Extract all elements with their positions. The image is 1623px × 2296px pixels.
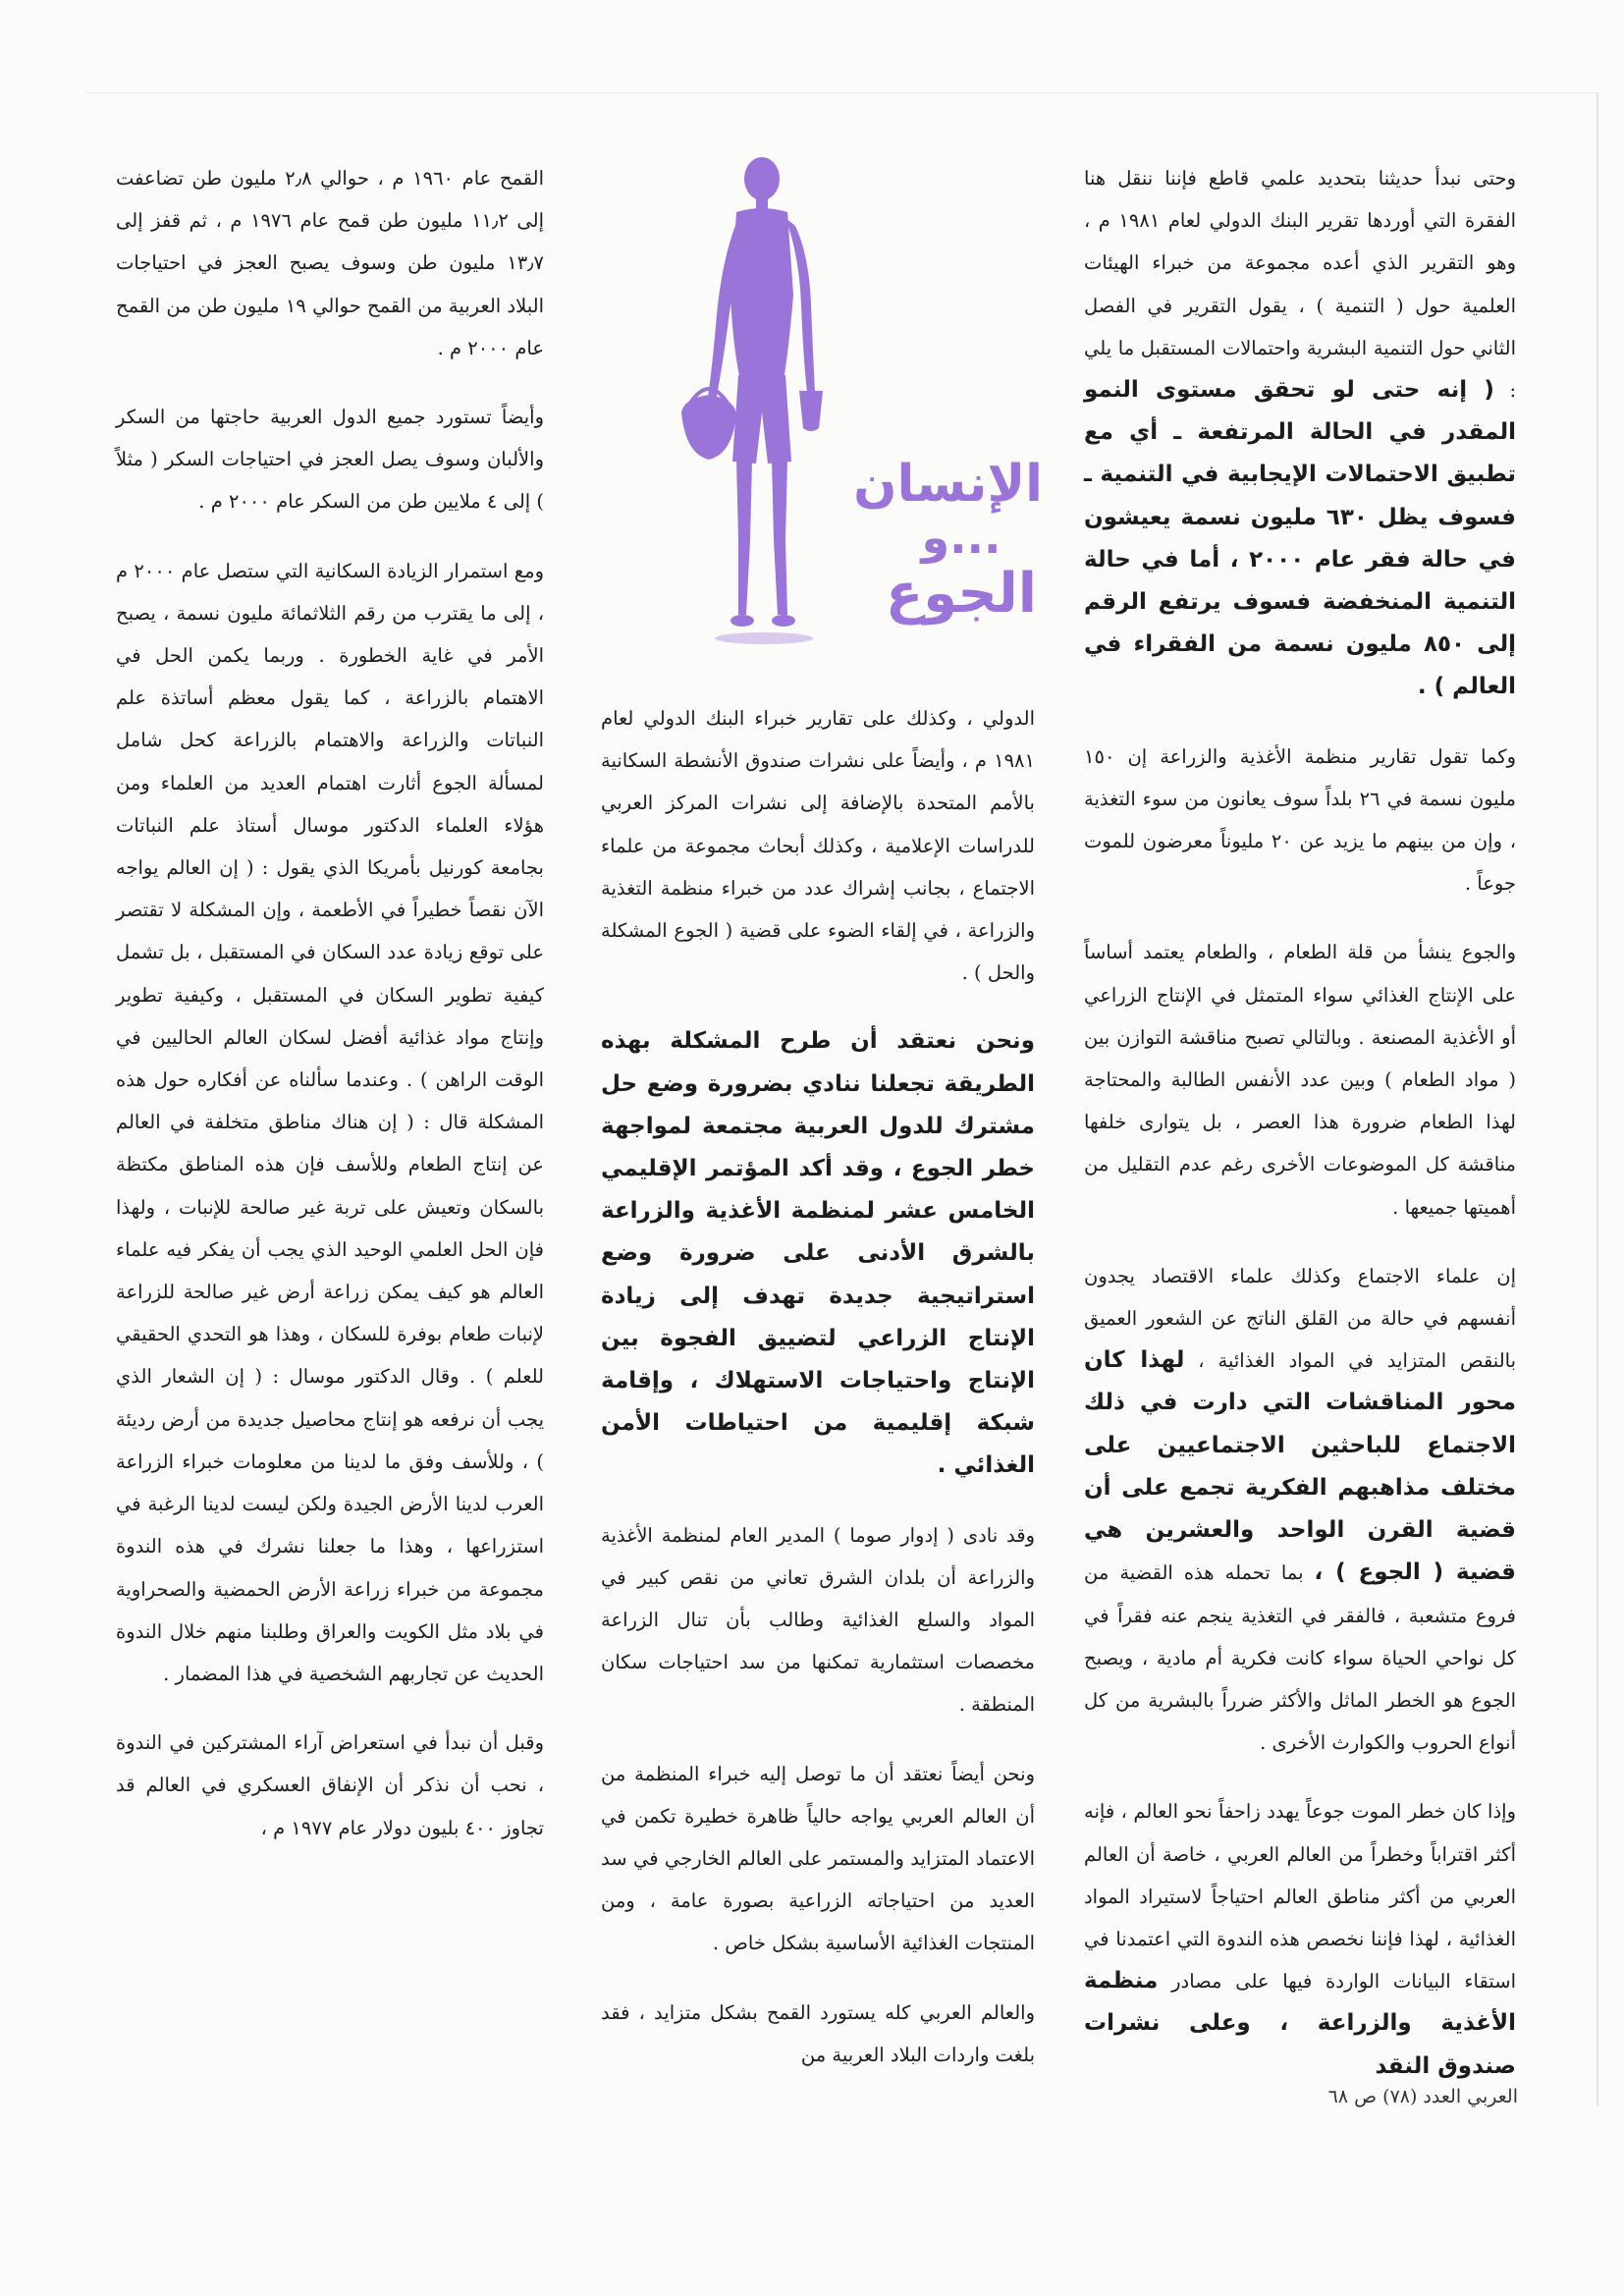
- text-column-middle: [601, 697, 1035, 2076]
- paragraph: وحتى نبدأ حديثنا بتحديد علمي قاطع فإننا ننقل هنا الفقرة التي أوردها تقرير البنك الدولي لعام ١٩٨١ م ، وهو التقرير الذي أعده مجموعة من خبراء الهيئات العلمية حول ( التنمية ) ، يقول التقرير في الفصل الثاني حول التنمية البشرية واحتمالات المستقبل ما يلي :: [1084, 167, 1517, 403]
- page-top-border: [84, 92, 1596, 93]
- paragraph: وقبل أن نبدأ في استعراض آراء المشتركين في الندوة ، نحب أن نذكر أن الإنفاق العسكري في العالم قد تجاوز ٤٠٠ بليون دولار عام ١٩٧٧ م ،: [116, 1731, 544, 1839]
- text-column-left: [116, 157, 544, 1849]
- paragraph: ونحن أيضاً نعتقد أن ما توصل إليه خبراء المنظمة من أن العالم العربي يواجه حالياً ظاهرة خطيرة تكمن في الاعتماد المتزايد والمستمر على العالم الخارجي في سد العديد من احتياجاته الزراعية بصورة عامة ، ومن المنتجات الغذائية الأساسية بشكل خاص .: [601, 1762, 1035, 1955]
- paragraph: وقد نادى ( إدوار صوما ) المدير العام لمنظمة الأغذية والزراعة أن بلدان الشرق تعاني من نقص كبير في المواد والسلع الغذائية وطالب بأن تنال الزراعة مخصصات استثمارية تمكنها من سد احتياجات سكان المنطقة .: [601, 1523, 1035, 1717]
- paragraph: الدولي ، وكذلك على تقارير خبراء البنك الدولي لعام ١٩٨١ م ، وأيضاً على نشرات صندوق الأنشطة السكانية بالأمم المتحدة بالإضافة إلى نشرات المركز العربي للدراسات الإعلامية ، وكذلك أبحاث مجموعة من علماء الاجتماع ، بجانب إشراك عدد من خبراء منظمة التغذية والزراعة ، في إلقاء الضوء على قضية ( الجوع المشكلة والحل ) .: [601, 707, 1035, 985]
- paragraph: القمح عام ١٩٦٠ م ، حوالي ٢٫٨ مليون طن تضاعفت إلى ١١٫٢ مليون طن قمح عام ١٩٧٦ م ، ثم قفز إلى ١٣٫٧ مليون طن وسوف يصبح العجز في احتياجات البلاد العربية من القمح حوالي ١٩ مليون طن من القمح عام ٢٠٠٠ م .: [116, 167, 545, 359]
- paragraph-bold: ونحن نعتقد أن طرح المشكلة بهذه الطريقة تجعلنا ننادي بضرورة وضع حل مشترك للدول العربية مجتمعة لمواجهة خطر الجوع ، وقد أكد المؤتمر الإقليمي الخامس عشر لمنظمة الأغذية والزراعة بالشرق الأدنى على ضرورة وضع استراتيجية جديدة تهدف إلى زيادة الإنتاج الزراعي لتضييق الفجوة بين الإنتاج واحتياجات الاستهلاك ، وإقامة شبكة إقليمية من احتياطات الأمن الغذائي .: [601, 1028, 1035, 1479]
- paragraph-bold: منظمة الأغذية والزراعة ، وعلى نشرات صندوق النقد: [1084, 1968, 1516, 2079]
- paragraph: وأيضاً تستورد جميع الدول العربية حاجتها من السكر والألبان وسوف يصل العجز في احتياجات السكر ( مثلاً ) إلى ٤ ملايين طن من السكر عام ٢٠٠٠ م .: [116, 406, 544, 514]
- page-footer: العربي العدد (٧٨) ص ٦٨: [1327, 2086, 1518, 2107]
- paragraph-bold: لهذا كان محور المناقشات التي دارت في ذلك الاجتماع للباحثين الاجتماعيين على مختلف مذاهبهم الفكرية تجمع على أن قضية القرن الواحد والعشرين هي قضية ( الجوع ) ،: [1084, 1347, 1516, 1586]
- page-right-border: [1596, 92, 1598, 2105]
- title-line-2: ...و: [921, 511, 1001, 564]
- paragraph: إن علماء الاجتماع وكذلك علماء الاقتصاد يجدون أنفسهم في حالة من القلق الناتج عن الشعور العميق بالنقص المتزايد في المواد الغذائية ،: [1084, 1264, 1517, 1373]
- paragraph: وإذا كان خطر الموت جوعاً يهدد زاحفاً نحو العالم ، فإنه أكثر اقتراباً وخطراً من العالم العربي ، خاصة أن العالم العربي من أكثر مناطق العالم احتياجاً لاستيراد المواد الغذائية ، لهذا فإننا نخصص هذه الندوة التي اعتمدنا في استقاء البيانات الواردة فيها على مصادر: [1084, 1800, 1517, 1994]
- title-line-1: الإنسان: [853, 455, 1043, 514]
- paragraph: ومع استمرار الزيادة السكانية التي ستصل عام ٢٠٠٠ م ، إلى ما يقترب من رقم الثلاثمائة مليون نسمة ، يصبح الأمر في غاية الخطورة . وربما يكمن الحل في الاهتمام بالزراعة ، كما يقول معظم أساتذة علم النباتات والزراعة والاهتمام بالزراعة كحل شامل لمسألة الجوع أثارت اهتمام العديد من العلماء ومن هؤلاء العلماء الدكتور موسال أستاذ علم النباتات بجامعة كورنيل بأمريكا الذي يقول : ( إن العالم يواجه الآن نقصاً خطيراً في الأطعمة ، وإن المشكلة لا تقتصر على توقع زيادة عدد السكان في المستقبل ، بل تشمل كيفية تطوير السكان في المستقبل ، وكيفية تطوير وإنتاج مواد غذائية أفضل لسكان العالم الحاليين في الوقت الراهن ) . وعندما سألناه عن أفكاره حول هذه المشكلة قال : ( إن هناك مناطق متخلفة في العالم عن إنتاج الطعام وللأسف فإن هذه المناطق مكتظة بالسكان وتعيش على تربة غير صالحة للإنبات ، ولهذا فإن الحل العلمي الوحيد الذي يجب أن يفكر فيه علماء العالم هو كيف يمكن زراعة أرض غير صالحة للزراعة لإنبات طعام بوفرة للسكان ، وهذا هو التحدي الحقيقي للعلم ) . وقال الدكتور موسال : ( إن الشعار الذي يجب أن نرفعه هو إنتاج محاصيل جديدة من أرض رديئة ) ، وللأسف وفق ما لدينا من معلومات خبراء الزراعة العرب لدينا الأرض الجيدة ولكن ليست لدينا الرغبة في استزراعها ، وهذا ما جعلنا نشرك في هذه الندوة مجموعة من خبراء زراعة الأرض الحمضية والصحراوية في بلاد مثل الكويت والعراق وطلبنا منهم خلال الندوة الحديث عن تجاربهم الشخصية في هذا المضمار .: [116, 559, 544, 1685]
- text-column-right: [1084, 157, 1516, 2088]
- paragraph: والعالم العربي كله يستورد القمح بشكل متزايد ، فقد بلغت واردات البلاد العربية من: [601, 2000, 1035, 2066]
- quote-bold: ( إنه حتى لو تحقق مستوى النمو المقدر في الحالة المرتفعة ـ أي مع تطبيق الاحتمالات الإيجابية في التنمية ـ فسوف يظل ٦٣٠ مليون نسمة يعيشون في حالة فقر عام ٢٠٠٠ ، أما في حالة التنمية المنخفضة فسوف يرتفع الرقم إلى ٨٥٠ مليون نسمة من الفقراء في العالم ) .: [1084, 377, 1517, 700]
- title-line-3: الجوع: [886, 562, 1037, 626]
- paragraph: بما تحمله هذه القضية من فروع متشعبة ، فالفقر في التغذية ينجم عنه فقراً في كل نواحي الحياة سواء كانت فكرية أم مادية ، ويصبح الجوع هو الخطر الماثل والأكثر ضرراً بالبشرية من كل أنواع الحروب والكوارث الأخرى .: [1084, 1561, 1516, 1755]
- paragraph: وكما تقول تقارير منظمة الأغذية والزراعة إن ١٥٠ مليون نسمة في ٢٦ بلداً سوف يعانون من سوء التغذية ، وإن من بينهم ما يزيد عن ٢٠ مليوناً معرضون للموت جوعاً .: [1084, 744, 1516, 896]
- article-title: [853, 454, 1043, 655]
- paragraph: والجوع ينشأ من قلة الطعام ، والطعام يعتمد أساساً على الإنتاج الغذائي سواء المتمثل في الإنتاج الزراعي أو الأغذية المصنعة . وبالتالي تصبح مناقشة التوازن بين ( مواد الطعام ) وبين عدد الأنفس الطالبة والمحتاجة لهذا الطعام ضرورة هذا العصر ، بل يتوارى خلفها مناقشة كل الموضوعات الأخرى رغم عدم التقليل من أهميتها جميعها .: [1084, 941, 1516, 1219]
